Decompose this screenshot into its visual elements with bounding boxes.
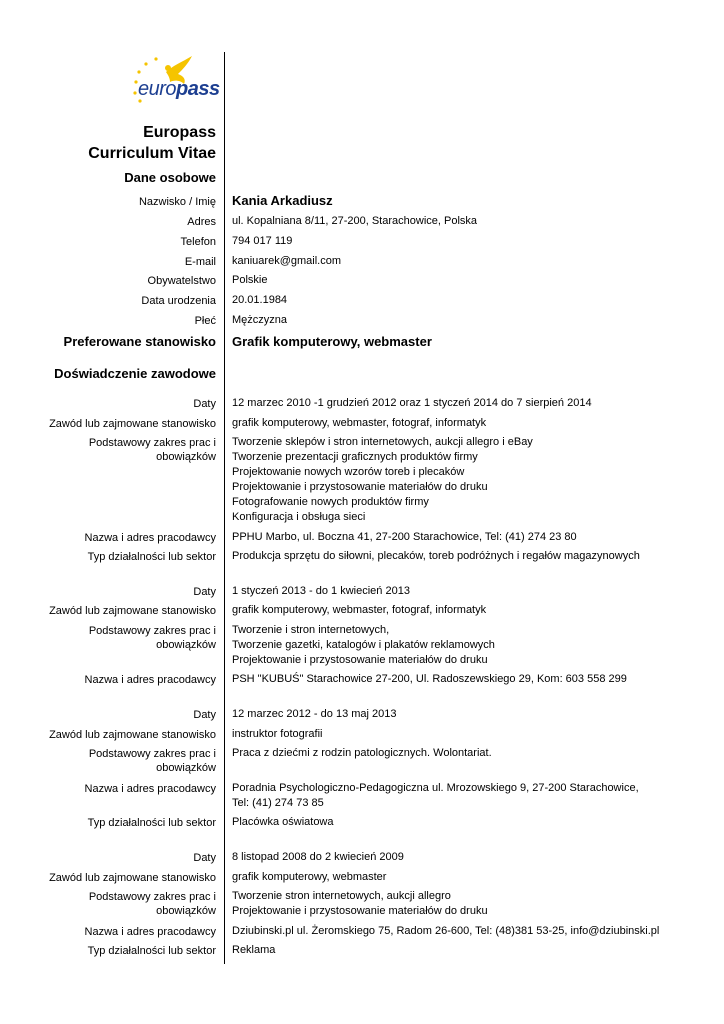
email-value: kaniuarek@gmail.com xyxy=(232,255,341,267)
preferred-value: Grafik komputerowy, webmaster xyxy=(232,334,432,349)
employer-value: Dziubinski.pl ul. Żeromskiego 75, Radom 26-600, Tel: (48)381 53-25, info@dziubinski.pl xyxy=(232,925,660,937)
column-divider xyxy=(224,52,225,964)
position-label: Zawód lub zajmowane stanowisko xyxy=(49,605,216,617)
europass-wordmark: europass xyxy=(138,78,220,100)
position-label: Zawód lub zajmowane stanowisko xyxy=(49,729,216,741)
preferred-label: Preferowane stanowisko xyxy=(63,334,216,349)
duties-value: Praca z dziećmi z rodzin patologicznych. Wolontariat. xyxy=(232,747,492,759)
position-value: grafik komputerowy, webmaster, fotograf, informatyk xyxy=(232,417,487,429)
employer-label: Nazwa i adres pracodawcy xyxy=(84,674,216,686)
sector-value: Reklama xyxy=(232,944,276,956)
citizenship-label: Obywatelstwo xyxy=(147,275,216,287)
duties-value: Tworzenie stron internetowych, aukcji allegro Projektowanie i przystosowanie materiałów do druku xyxy=(232,890,488,917)
employer-label: Nazwa i adres pracodawcy xyxy=(84,532,216,544)
sector-value: Produkcja sprzętu do siłowni, plecaków, toreb podróżnych i regałów magazynowych xyxy=(232,550,640,562)
phone-label: Telefon xyxy=(180,236,216,248)
sector-label: Typ działalności lub sektor xyxy=(87,817,216,829)
gender-label: Płeć xyxy=(194,315,216,327)
duties-label: Podstawowy zakres prac i obowiązków xyxy=(88,625,216,651)
dates-label: Daty xyxy=(193,586,216,598)
dates-value: 12 marzec 2012 - do 13 maj 2013 xyxy=(232,708,397,720)
address-label: Adres xyxy=(187,216,216,228)
experience-section-title: Doświadczenie zawodowe xyxy=(54,366,216,381)
birth-value: 20.01.1984 xyxy=(232,294,288,306)
citizenship-value: Polskie xyxy=(232,274,268,286)
dates-value: 8 listopad 2008 do 2 kwiecień 2009 xyxy=(232,851,404,863)
dates-label: Daty xyxy=(193,852,216,864)
phone-value: 794 017 119 xyxy=(232,235,293,247)
position-label: Zawód lub zajmowane stanowisko xyxy=(49,872,216,884)
dates-value: 12 marzec 2010 -1 grudzień 2012 oraz 1 styczeń 2014 do 7 sierpień 2014 xyxy=(232,397,592,409)
position-value: grafik komputerowy, webmaster xyxy=(232,871,387,883)
address-value: ul. Kopalniana 8/11, 27-200, Starachowice, Polska xyxy=(232,215,478,227)
name-value: Kania Arkadiusz xyxy=(232,193,333,208)
position-label: Zawód lub zajmowane stanowisko xyxy=(49,418,216,430)
cv-title-line1: Europass xyxy=(143,124,216,141)
employer-value: PPHU Marbo, ul. Boczna 41, 27-200 Starachowice, Tel: (41) 274 23 80 xyxy=(232,531,577,543)
duties-value: Tworzenie i stron internetowych, Tworzenie gazetki, katalogów i plakatów reklamowych Projektowanie i przystosowanie materiałów do druku xyxy=(232,624,495,666)
dates-label: Daty xyxy=(193,709,216,721)
employer-label: Nazwa i adres pracodawcy xyxy=(84,926,216,938)
name-label: Nazwisko / Imię xyxy=(138,196,216,208)
dates-label: Daty xyxy=(193,398,216,410)
dates-value: 1 styczeń 2013 - do 1 kwiecień 2013 xyxy=(232,585,410,597)
employer-label: Nazwa i adres pracodawcy xyxy=(84,783,216,795)
duties-label: Podstawowy zakres prac i obowiązków xyxy=(88,891,216,917)
duties-label: Podstawowy zakres prac i obowiązków xyxy=(88,437,216,463)
duties-label: Podstawowy zakres prac i obowiązków xyxy=(88,748,216,774)
sector-label: Typ działalności lub sektor xyxy=(87,945,216,957)
employer-value: PSH "KUBUŚ" Starachowice 27-200, Ul. Radoszewskiego 29, Kom: 603 558 299 xyxy=(232,673,627,685)
position-value: grafik komputerowy, webmaster, fotograf, informatyk xyxy=(232,604,487,616)
duties-value: Tworzenie sklepów i stron internetowych, aukcji allegro i eBay Tworzenie prezentacji graficznych produktów firmy Projektowanie nowych wzorów toreb i plecaków Projektowanie i przystosowanie materiałów do druku Fotografowanie nowych produktów firmy Konfiguracja i obsługa sieci xyxy=(232,436,533,523)
birth-label: Data urodzenia xyxy=(141,295,216,307)
email-label: E-mail xyxy=(184,256,216,268)
sector-label: Typ działalności lub sektor xyxy=(87,551,216,563)
cv-title-line2: Curriculum Vitae xyxy=(88,145,216,162)
gender-value: Mężczyzna xyxy=(232,314,288,326)
employer-value: Poradnia Psychologiczno-Pedagogiczna ul. Mrozowskiego 9, 27-200 Starachowice, Tel: (41) 274 73 85 xyxy=(232,782,639,809)
sector-value: Placówka oświatowa xyxy=(232,816,334,828)
position-value: instruktor fotografii xyxy=(232,728,323,740)
personal-section-title: Dane osobowe xyxy=(124,170,216,185)
